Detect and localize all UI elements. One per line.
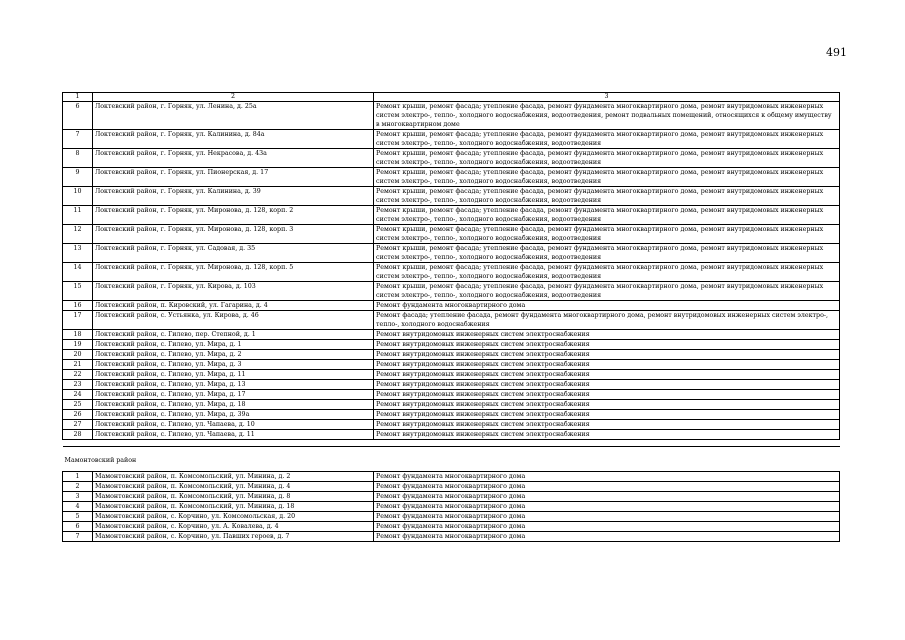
table-row	[63, 400, 840, 410]
row-works: Ремонт внутридомовых инженерных систем электроснабжения	[374, 430, 840, 440]
row-address: Мамонтовский район, с. Корчино, ул. Комсомольская, д. 20	[93, 512, 374, 522]
row-address: Локтевский район, г. Горняк, ул. Кирова, д. 103	[93, 282, 374, 301]
row-number: 13	[63, 244, 93, 263]
row-works: Ремонт внутридомовых инженерных систем электроснабжения	[374, 420, 840, 430]
row-works: Ремонт крыши, ремонт фасада; утепление фасада, ремонт фундамента многоквартирного дома, ремонт внутридомовых инженерных систем электро-, тепло-, холодного водоснабжения, водоотведения	[374, 130, 840, 149]
row-number: 4	[63, 502, 93, 512]
row-address: Локтевский район, с. Гилево, ул. Мира, д. 13	[93, 380, 374, 390]
table-row	[63, 410, 840, 420]
row-number: 5	[63, 512, 93, 522]
table-row	[63, 301, 840, 311]
row-works: Ремонт фундамента многоквартирного дома	[374, 532, 840, 542]
table-row	[63, 130, 840, 149]
row-number: 17	[63, 311, 93, 330]
table-row	[63, 168, 840, 187]
row-address: Локтевский район, с. Гилево, ул. Мира, д. 11	[93, 370, 374, 380]
row-address: Локтевский район, г. Горняк, ул. Ленина, д. 25а	[93, 102, 374, 130]
row-number: 28	[63, 430, 93, 440]
row-works: Ремонт крыши, ремонт фасада; утепление фасада, ремонт фундамента многоквартирного дома, ремонт внутридомовых инженерных систем электро-, тепло-, холодного водоснабжения, водоотведения	[374, 206, 840, 225]
row-number: 14	[63, 263, 93, 282]
row-address: Локтевский район, п. Кировский, ул. Гагарина, д. 4	[93, 301, 374, 311]
row-number: 22	[63, 370, 93, 380]
row-number: 10	[63, 187, 93, 206]
table-row	[63, 472, 840, 482]
row-number: 26	[63, 410, 93, 420]
table-row	[63, 512, 840, 522]
row-works: Ремонт внутридомовых инженерных систем электроснабжения	[374, 410, 840, 420]
row-address: Локтевский район, с. Гилево, ул. Чапаева, д. 10	[93, 420, 374, 430]
table-row	[63, 282, 840, 301]
row-number: 3	[63, 492, 93, 502]
row-address: Локтевский район, с. Гилево, пер. Степной, д. 1	[93, 330, 374, 340]
row-works: Ремонт крыши, ремонт фасада; утепление фасада, ремонт фундамента многоквартирного дома, ремонт внутридомовых инженерных систем электро-, тепло-, холодного водоснабжения, водоотведения	[374, 263, 840, 282]
row-address: Мамонтовский район, п. Комсомольский, ул. Минина, д. 18	[93, 502, 374, 512]
row-number: 20	[63, 350, 93, 360]
row-number: 27	[63, 420, 93, 430]
row-works: Ремонт фундамента многоквартирного дома	[374, 472, 840, 482]
row-works: Ремонт фундамента многоквартирного дома	[374, 502, 840, 512]
row-number: 24	[63, 390, 93, 400]
row-address: Локтевский район, г. Горняк, ул. Миронова, д. 128, корп. 2	[93, 206, 374, 225]
row-number: 12	[63, 225, 93, 244]
row-number: 23	[63, 380, 93, 390]
table-row	[63, 225, 840, 244]
row-address: Локтевский район, с. Гилево, ул. Мира, д. 2	[93, 350, 374, 360]
table-row	[63, 263, 840, 282]
table-row	[63, 187, 840, 206]
row-works: Ремонт внутридомовых инженерных систем электроснабжения	[374, 370, 840, 380]
section-spacer	[63, 440, 840, 447]
row-works: Ремонт крыши, ремонт фасада; утепление фасада, ремонт фундамента многоквартирного дома, ремонт внутридомовых инженерных систем электро-, тепло-, холодного водоснабжения, водоотведения	[374, 244, 840, 263]
row-address: Мамонтовский район, с. Корчино, ул. Павших героев, д. 7	[93, 532, 374, 542]
row-number: 1	[63, 472, 93, 482]
row-number: 15	[63, 282, 93, 301]
row-address: Локтевский район, г. Горняк, ул. Калинина, д. 84а	[93, 130, 374, 149]
row-works: Ремонт внутридомовых инженерных систем электроснабжения	[374, 390, 840, 400]
table-row	[63, 370, 840, 380]
row-works: Ремонт внутридомовых инженерных систем электроснабжения	[374, 400, 840, 410]
table-header-row	[63, 93, 840, 102]
row-number: 21	[63, 360, 93, 370]
table-row	[63, 350, 840, 360]
row-address: Локтевский район, г. Горняк, ул. Калинина, д. 39	[93, 187, 374, 206]
table-row	[63, 532, 840, 542]
header-col-2: 2	[93, 93, 374, 102]
table-row	[63, 502, 840, 512]
page-number: 491	[826, 46, 847, 59]
header-col-1: 1	[63, 93, 93, 102]
row-number: 7	[63, 130, 93, 149]
row-address: Локтевский район, с. Гилево, ул. Мира, д. 3	[93, 360, 374, 370]
table-row	[63, 244, 840, 263]
row-address: Локтевский район, с. Гилево, ул. Мира, д. 1	[93, 340, 374, 350]
row-works: Ремонт фундамента многоквартирного дома	[374, 512, 840, 522]
row-works: Ремонт крыши, ремонт фасада; утепление фасада, ремонт фундамента многоквартирного дома, ремонт внутридомовых инженерных систем электро-, тепло-, холодного водоснабжения, водоотведения	[374, 149, 840, 168]
row-works: Ремонт крыши, ремонт фасада; утепление фасада, ремонт фундамента многоквартирного дома, ремонт внутридомовых инженерных систем электро-, тепло-, холодного водоснабжения, водоотведения	[374, 225, 840, 244]
row-works: Ремонт фасада; утепление фасада, ремонт фундамента многоквартирного дома, ремонт внутридомовых инженерных систем электро-, тепло-, холодного водоснабжения	[374, 311, 840, 330]
row-works: Ремонт крыши, ремонт фасада; утепление фасада, ремонт фундамента многоквартирного дома, ремонт внутридомовых инженерных систем электро-, тепло-, холодного водоснабжения, водоотведения	[374, 282, 840, 301]
table-row	[63, 206, 840, 225]
row-address: Локтевский район, с. Устьянка, ул. Кирова, д. 46	[93, 311, 374, 330]
table-row	[63, 420, 840, 430]
row-address: Мамонтовский район, п. Комсомольский, ул. Минина, д. 4	[93, 482, 374, 492]
table-row	[63, 522, 840, 532]
row-number: 6	[63, 102, 93, 130]
row-address: Локтевский район, г. Горняк, ул. Миронова, д. 128, корп. 5	[93, 263, 374, 282]
spacer-cell	[63, 440, 840, 447]
row-number: 2	[63, 482, 93, 492]
row-number: 16	[63, 301, 93, 311]
table-row	[63, 390, 840, 400]
row-address: Мамонтовский район, с. Корчино, ул. А. Ковалева, д. 4	[93, 522, 374, 532]
row-address: Локтевский район, г. Горняк, ул. Садовая, д. 35	[93, 244, 374, 263]
row-address: Локтевский район, г. Горняк, ул. Некрасова, д. 43а	[93, 149, 374, 168]
row-number: 18	[63, 330, 93, 340]
row-number: 19	[63, 340, 93, 350]
row-works: Ремонт фундамента многоквартирного дома	[374, 301, 840, 311]
row-address: Локтевский район, с. Гилево, ул. Чапаева, д. 11	[93, 430, 374, 440]
row-works: Ремонт внутридомовых инженерных систем электроснабжения	[374, 360, 840, 370]
row-address: Локтевский район, г. Горняк, ул. Миронова, д. 128, корп. 3	[93, 225, 374, 244]
row-works: Ремонт крыши, ремонт фасада; утепление фасада, ремонт фундамента многоквартирного дома, ремонт внутридомовых инженерных систем электро-, тепло-, холодного водоснабжения, водоотведения	[374, 187, 840, 206]
row-number: 11	[63, 206, 93, 225]
row-address: Локтевский район, г. Горняк, ул. Пионерская, д. 17	[93, 168, 374, 187]
row-works: Ремонт крыши, ремонт фасада; утепление фасада, ремонт фундамента многоквартирного дома, ремонт внутридомовых инженерных систем электро-, тепло-, холодного водоснабжения, водоотведения, ремонт подвальных помещений, относящихся к общему имуществу в многоквартирном доме	[374, 102, 840, 130]
table-row	[63, 360, 840, 370]
row-number: 6	[63, 522, 93, 532]
table-row	[63, 330, 840, 340]
table-row	[63, 380, 840, 390]
row-works: Ремонт внутридомовых инженерных систем электроснабжения	[374, 350, 840, 360]
housing-repair-table	[62, 92, 840, 542]
section-row	[63, 447, 840, 472]
row-number: 25	[63, 400, 93, 410]
table-row	[63, 311, 840, 330]
row-address: Мамонтовский район, п. Комсомольский, ул. Минина, д. 8	[93, 492, 374, 502]
row-works: Ремонт фундамента многоквартирного дома	[374, 482, 840, 492]
row-works: Ремонт фундамента многоквартирного дома	[374, 522, 840, 532]
row-number: 7	[63, 532, 93, 542]
row-number: 9	[63, 168, 93, 187]
row-works: Ремонт внутридомовых инженерных систем электроснабжения	[374, 340, 840, 350]
table-row	[63, 492, 840, 502]
row-address: Мамонтовский район, п. Комсомольский, ул. Минина, д. 2	[93, 472, 374, 482]
header-col-3: 3	[374, 93, 840, 102]
row-number: 8	[63, 149, 93, 168]
row-works: Ремонт внутридомовых инженерных систем электроснабжения	[374, 380, 840, 390]
table-row	[63, 149, 840, 168]
table-row	[63, 430, 840, 440]
row-works: Ремонт фундамента многоквартирного дома	[374, 492, 840, 502]
table-row	[63, 340, 840, 350]
row-address: Локтевский район, с. Гилево, ул. Мира, д. 18	[93, 400, 374, 410]
section-title: Мамонтовский район	[63, 447, 840, 472]
row-works: Ремонт внутридомовых инженерных систем электроснабжения	[374, 330, 840, 340]
row-address: Локтевский район, с. Гилево, ул. Мира, д. 17	[93, 390, 374, 400]
row-works: Ремонт крыши, ремонт фасада; утепление фасада, ремонт фундамента многоквартирного дома, ремонт внутридомовых инженерных систем электро-, тепло-, холодного водоснабжения, водоотведения	[374, 168, 840, 187]
row-address: Локтевский район, с. Гилево, ул. Мира, д. 39а	[93, 410, 374, 420]
table-row	[63, 482, 840, 492]
table-row	[63, 102, 840, 130]
